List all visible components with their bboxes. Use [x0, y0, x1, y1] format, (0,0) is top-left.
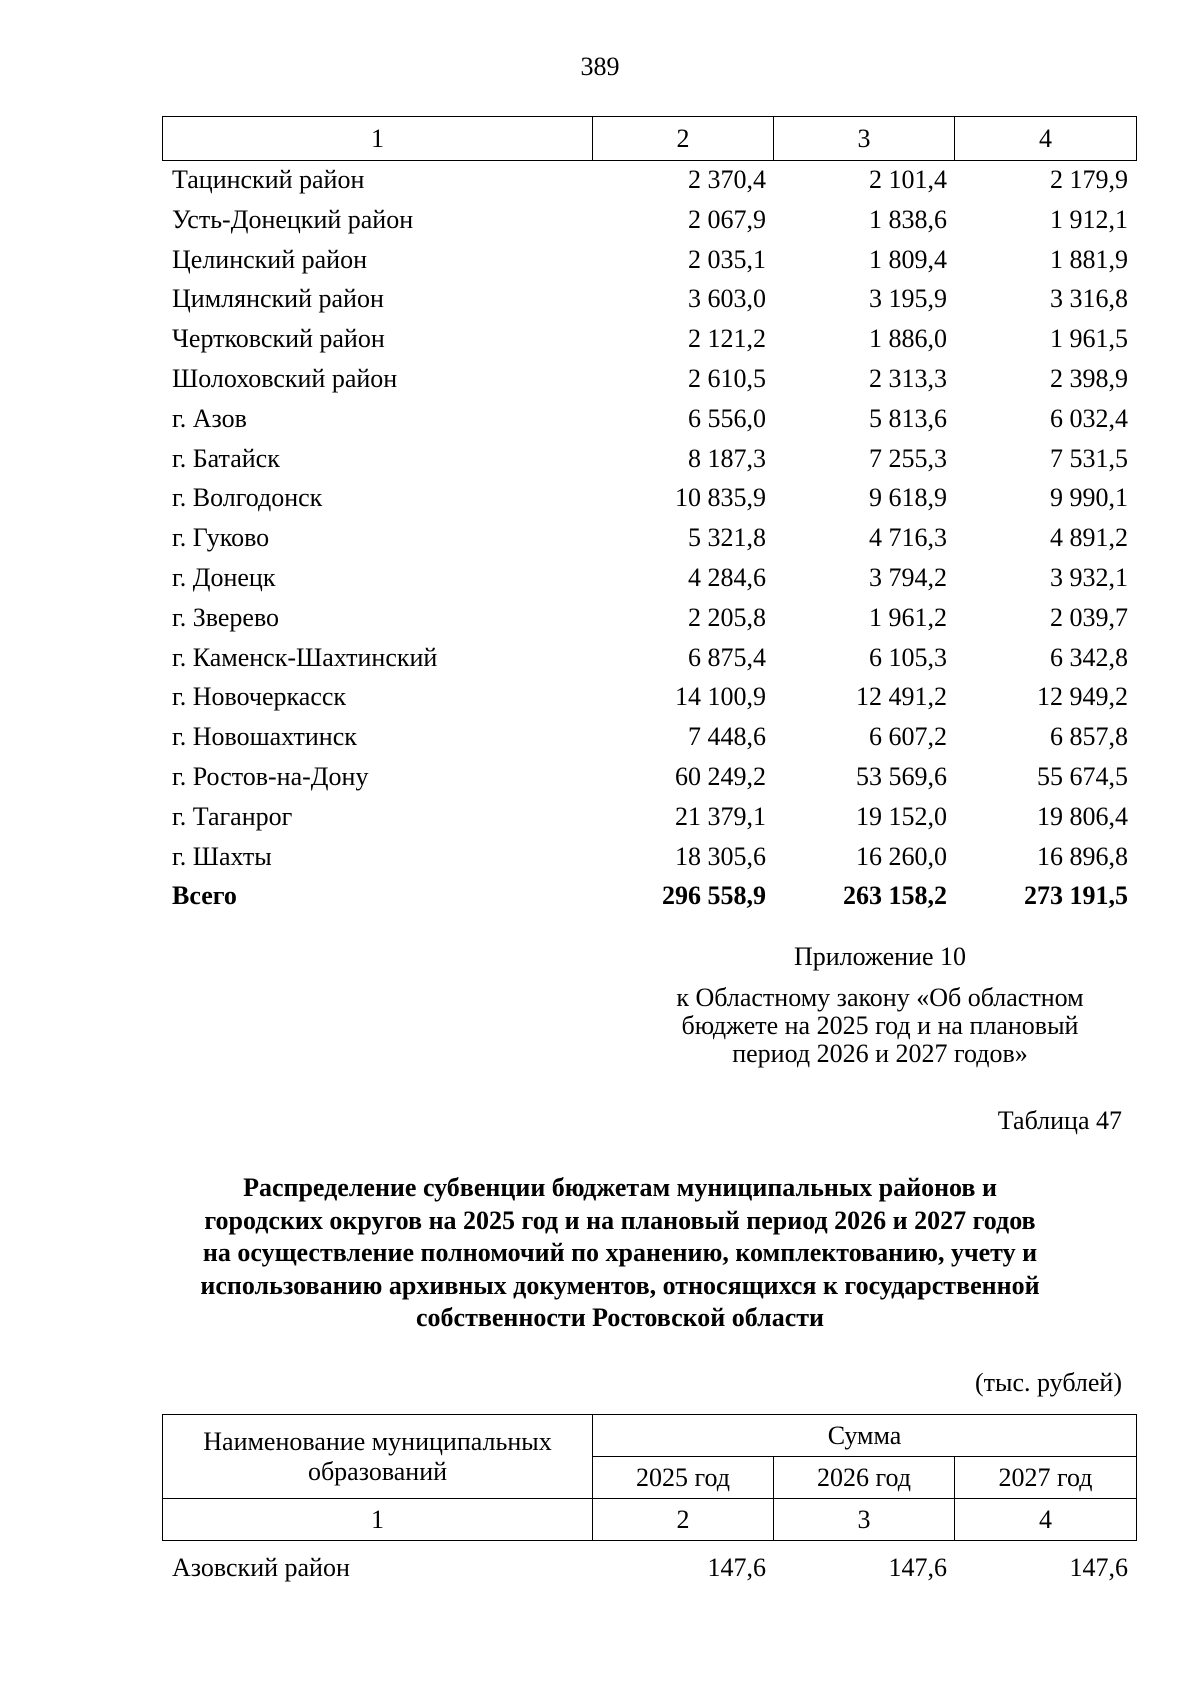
row-name: г. Ростов-на-Дону	[172, 761, 369, 791]
value-2027: 19 806,4	[1037, 801, 1128, 831]
value-2025: 2 121,2	[688, 324, 766, 354]
table-row	[162, 200, 1136, 240]
table-heading	[130, 1172, 1110, 1335]
continuation-table-header	[162, 116, 1137, 161]
appendix-title: Приложение 10	[793, 942, 967, 971]
table-row	[162, 439, 1136, 479]
value-2025: 4 284,6	[688, 562, 766, 592]
table-row	[162, 478, 1136, 518]
value-2026: 1 838,6	[869, 204, 947, 234]
table-row	[162, 359, 1136, 399]
year-header-2026: 2026 год	[774, 1457, 955, 1499]
row-name: г. Таганрог	[172, 801, 293, 831]
value-2026: 3 794,2	[869, 562, 947, 592]
value-2027: 1 912,1	[1050, 204, 1128, 234]
heading-line: собственности Ростовской области	[416, 1303, 824, 1332]
row-name: г. Донецк	[172, 562, 276, 592]
row-name: г. Новочеркасск	[172, 682, 347, 712]
row-name: Усть-Донецкий район	[172, 204, 414, 234]
value-2027: 55 674,5	[1037, 761, 1128, 791]
heading-line: на осуществление полномочий по хранению, комплектованию, учету и	[202, 1238, 1038, 1267]
value-2026: 5 813,6	[869, 403, 947, 433]
column-number-1: 1	[163, 117, 593, 161]
value-2027: 6 342,8	[1050, 642, 1128, 672]
value-2026: 1 886,0	[869, 324, 947, 354]
row-name: г. Батайск	[172, 443, 280, 473]
value-2027: 1 881,9	[1050, 244, 1128, 274]
value-2025: 7 448,6	[688, 722, 766, 752]
value-2026: 1 961,2	[869, 602, 947, 632]
column-number-3: 3	[774, 117, 955, 161]
column-number-2: 2	[593, 117, 774, 161]
table-row	[162, 160, 1136, 200]
column-number-4: 4	[955, 1499, 1137, 1541]
value-2027: 6 857,8	[1050, 722, 1128, 752]
value-2027: 4 891,2	[1050, 523, 1128, 553]
value-2026: 6 105,3	[869, 642, 947, 672]
table-row	[162, 1548, 1136, 1588]
table-row	[162, 598, 1136, 638]
value-2027: 2 179,9	[1050, 165, 1128, 194]
value-2025: 6 875,4	[688, 642, 766, 672]
table-row	[162, 717, 1136, 757]
value-2027: 2 039,7	[1050, 602, 1128, 632]
row-name: Азовский район	[172, 1553, 350, 1582]
value-2027: 6 032,4	[1050, 403, 1128, 433]
table-row	[162, 279, 1136, 319]
appendix-ref-line: к Областному закону «Об областном	[676, 983, 1084, 1012]
total-2025: 296 558,9	[662, 881, 766, 911]
table-row	[162, 240, 1136, 280]
table-row	[162, 399, 1136, 439]
value-2026: 16 260,0	[856, 841, 947, 871]
table-row	[162, 518, 1136, 558]
value-2025: 2 205,8	[688, 602, 766, 632]
units-label: (тыс. рублей)	[974, 1368, 1122, 1397]
total-label: Всего	[172, 881, 237, 911]
total-2026: 263 158,2	[843, 881, 947, 911]
value-2025: 18 305,6	[675, 841, 766, 871]
row-name: г. Азов	[172, 403, 247, 433]
value-2027: 9 990,1	[1050, 483, 1128, 513]
row-name: г. Волгодонск	[172, 483, 323, 513]
value-2025: 14 100,9	[675, 682, 766, 712]
column-number-2: 2	[593, 1499, 774, 1541]
name-column-header: Наименование муниципальных образований	[163, 1415, 593, 1499]
value-2026: 53 569,6	[856, 761, 947, 791]
table-row	[162, 638, 1136, 678]
appendix-reference	[640, 984, 1120, 1068]
page-number: 389	[580, 52, 620, 81]
column-number-3: 3	[774, 1499, 955, 1541]
value-2026: 147,6	[888, 1553, 947, 1582]
value-2025: 2 035,1	[688, 244, 766, 274]
row-name: Цимлянский район	[172, 284, 384, 314]
value-2025: 8 187,3	[688, 443, 766, 473]
column-number-4: 4	[955, 117, 1137, 161]
value-2027: 3 316,8	[1050, 284, 1128, 314]
row-name: Шолоховский район	[172, 363, 398, 393]
new-table-body	[162, 1548, 1136, 1588]
row-name: г. Шахты	[172, 841, 272, 871]
column-number-1: 1	[163, 1499, 593, 1541]
row-name: Чертковский район	[172, 324, 385, 354]
value-2027: 7 531,5	[1050, 443, 1128, 473]
table-row	[162, 677, 1136, 717]
table-row	[162, 757, 1136, 797]
column-number-row	[163, 117, 1137, 161]
value-2026: 3 195,9	[869, 284, 947, 314]
value-2025: 2 067,9	[688, 204, 766, 234]
table-row	[162, 558, 1136, 598]
row-name: Тацинский район	[172, 165, 365, 194]
appendix-ref-line: период 2026 и 2027 годов»	[732, 1039, 1028, 1068]
value-2026: 6 607,2	[869, 722, 947, 752]
row-name: г. Новошахтинск	[172, 722, 357, 752]
heading-line: городских округов на 2025 год и на плановый период 2026 и 2027 годов	[204, 1205, 1036, 1235]
value-2025: 2 610,5	[688, 363, 766, 393]
sum-header: Сумма	[593, 1415, 1137, 1457]
value-2027: 16 896,8	[1037, 841, 1128, 871]
total-row	[162, 876, 1136, 916]
row-name: г. Гуково	[172, 523, 270, 553]
value-2027: 147,6	[1069, 1553, 1128, 1582]
value-2027: 12 949,2	[1037, 682, 1128, 712]
heading-line: использованию архивных документов, относящихся к государственной	[200, 1270, 1040, 1300]
column-number-row	[163, 1499, 1137, 1541]
value-2027: 2 398,9	[1050, 363, 1128, 393]
value-2026: 1 809,4	[869, 244, 947, 274]
table-row	[162, 319, 1136, 359]
value-2025: 6 556,0	[688, 403, 766, 433]
value-2026: 12 491,2	[856, 682, 947, 712]
table-row	[162, 797, 1136, 837]
value-2026: 9 618,9	[869, 483, 947, 513]
row-name: Целинский район	[172, 244, 367, 274]
value-2027: 1 961,5	[1050, 324, 1128, 354]
total-2027: 273 191,5	[1024, 881, 1128, 911]
appendix-ref-line: бюджете на 2025 год и на плановый	[681, 1011, 1079, 1040]
value-2026: 4 716,3	[869, 523, 947, 553]
table-row	[162, 837, 1136, 877]
year-header-2027: 2027 год	[955, 1457, 1137, 1499]
value-2026: 7 255,3	[869, 443, 947, 473]
row-name: г. Каменск-Шахтинский	[172, 642, 438, 672]
value-2026: 19 152,0	[856, 801, 947, 831]
value-2027: 3 932,1	[1050, 562, 1128, 592]
value-2025: 5 321,8	[688, 523, 766, 553]
value-2026: 2 101,4	[869, 165, 947, 194]
row-name: г. Зверево	[172, 602, 280, 632]
year-header-2025: 2025 год	[593, 1457, 774, 1499]
value-2026: 2 313,3	[869, 363, 947, 393]
value-2025: 3 603,0	[688, 284, 766, 314]
continuation-table-body	[162, 160, 1136, 916]
value-2025: 10 835,9	[675, 483, 766, 513]
value-2025: 2 370,4	[688, 165, 766, 194]
value-2025: 60 249,2	[675, 761, 766, 791]
new-table-header	[162, 1414, 1137, 1541]
table-label: Таблица 47	[997, 1106, 1122, 1135]
value-2025: 147,6	[707, 1553, 766, 1582]
value-2025: 21 379,1	[675, 801, 766, 831]
heading-line: Распределение субвенции бюджетам муниципальных районов и	[243, 1173, 997, 1202]
